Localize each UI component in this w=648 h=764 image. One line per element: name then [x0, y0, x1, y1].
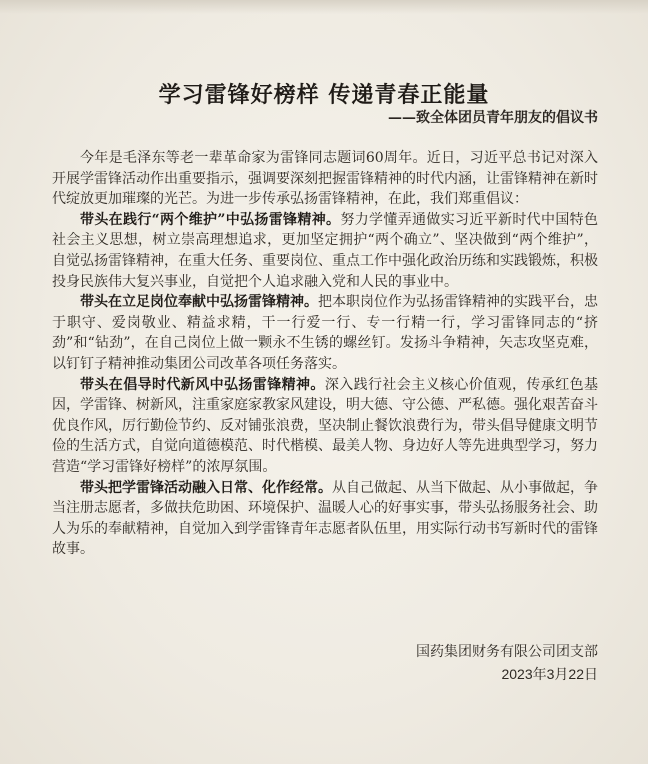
intro-paragraph: 今年是毛泽东等老一辈革命家为雷锋同志题词60周年。近日，习近平总书记对深入开展学雷锋活动作出重要指示，强调要深刻把握雷锋精神的时代内涵，让雷锋精神在新时代绽放更加璀璨的光芒。为进一步传承弘扬雷锋精神，在此，我们郑重倡议： — [52, 150, 598, 208]
signature-date: 2023年3月22日 — [501, 666, 598, 682]
section-heading: 带头在倡导时代新风中弘扬雷锋精神。 — [80, 376, 325, 393]
section-heading: 带头把学雷锋活动融入日常、化作经常。 — [80, 479, 332, 496]
signature-organization: 国药集团财务有限公司团支部 — [416, 644, 598, 660]
section-text: 努力学懂弄通做实习近平新时代中国特色社会主义思想，树立崇高理想追求，更加坚定拥护“两个确立”、坚决做到“两个维护”，自觉弘扬雷锋精神，在重大任务、重要岗位、重点工作中强化政治历练和实践锻炼，积极投身民族伟大复兴事业，自觉把个人追求融入党和人民的事业中。 — [52, 211, 599, 290]
section-paragraph-4 — [52, 478, 598, 560]
section-text: 从自己做起、从当下做起、从小事做起，争当注册志愿者，多做扶危助困、环境保护、温暖人心的好事实事，带头弘扬服务社会、助人为乐的奉献精神，自觉加入到学雷锋青年志愿者队伍里，用实际行动书写新时代的雷锋故事。 — [52, 479, 598, 558]
document-title: 学习雷锋好榜样 传递青春正能量 — [158, 82, 490, 108]
section-heading: 带头在立足岗位奉献中弘扬雷锋精神。 — [80, 294, 318, 311]
section-paragraph-3 — [52, 375, 598, 478]
section-heading: 带头在践行“两个维护”中弘扬雷锋精神。 — [80, 211, 341, 228]
document-subtitle: ——致全体团员青年朋友的倡议书 — [388, 110, 598, 126]
section-text: 深入践行社会主义核心价值观，传承红色基因，学雷锋、树新风，注重家庭家教家风建设，明大德、守公德、严私德。强化艰苦奋斗优良作风，厉行勤俭节约、反对铺张浪费，坚决制止餐饮浪费行为，带头倡导健康文明节俭的生活方式，自觉向道德模范、时代楷模、最美人物、身边好人等先进典型学习，努力营造“学习雷锋好榜样”的浓厚氛围。 — [52, 376, 599, 475]
section-paragraph-1 — [52, 210, 598, 292]
section-paragraph-2 — [52, 292, 598, 374]
document-body — [52, 148, 598, 560]
section-text: 把本职岗位作为弘扬雷锋精神的实践平台，忠于职守、爱岗敬业、精益求精，干一行爱一行、专一行精一行，学习雷锋同志的“挤劲”和“钻劲”，在自己岗位上做一颗永不生锈的螺丝钉。发扬斗争精神，矢志攻坚克难，以钉钉子精神推动集团公司改革各项任务落实。 — [52, 294, 598, 372]
